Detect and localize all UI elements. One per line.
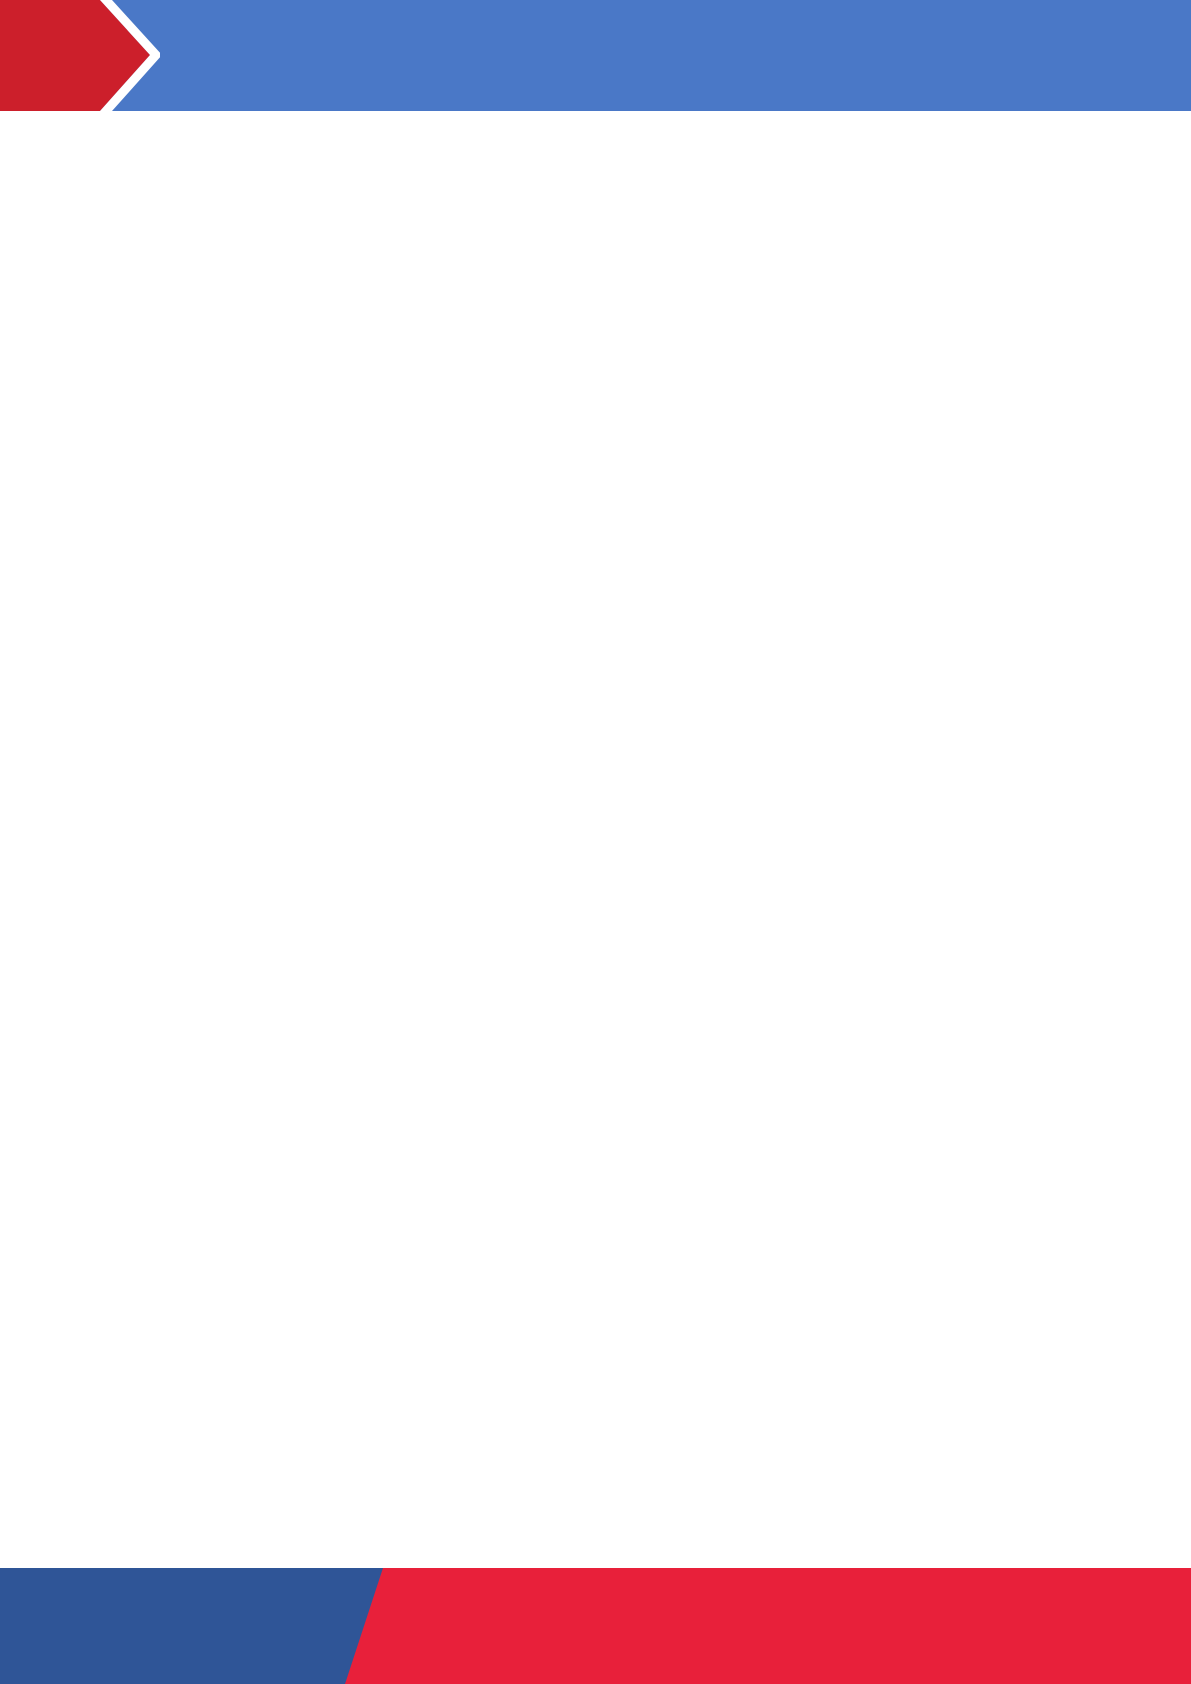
page-footer	[0, 1568, 1191, 1684]
footer-background	[0, 1568, 1191, 1684]
document-title	[160, 0, 1191, 100]
header-chevron-decoration	[0, 0, 160, 111]
page-header	[0, 0, 1191, 111]
